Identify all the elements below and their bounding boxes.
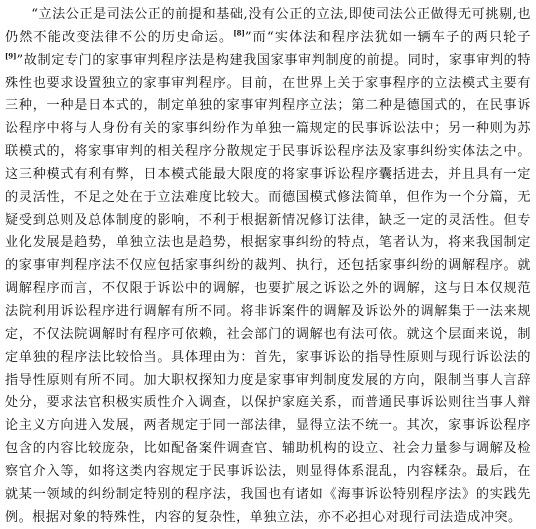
citation-marker-8: [8]	[233, 28, 245, 38]
text-run-1: “立法公正是司法公正的前提和基础,没有公正的立法,即使司法公正做得无可挑剔,也仍然不能改变法律不公的历史命运。	[5, 7, 531, 45]
text-run-2: ”而“实体法和程序法犹如一辆车子的两只轮子	[244, 29, 531, 45]
citation-marker-9: [9]	[5, 51, 17, 61]
text-run-3: ”故制定专门的家事审判程序法是构建我国家事审判制度的前提。同时，家事审判的特殊性也要求设置独立的家事审判程序。目前，在世界上关于家事程序的立法模式主要有三种，一种是日本式的，制定单独的家事审判程序立法；第二种是德国式的，在民事诉讼程序中将与人身份有关的家事纠纷作为单独一篇规定的民事诉讼法中；另一种则为苏联模式的，将家事审判的相关程序分散规定于民事诉讼程序法及家事纠纷实体法之中。这三种模式有利有弊，日本模式能最大限度的将家事诉讼程序囊括进去，并且具有一定的灵活性，不足之处在于立法难度比较大。而德国模式修法简单，但作为一个分篇，无疑受到总则及总体制度的影响，不利于根据新情况修订法律，缺乏一定的灵活性。但专业化发展是趋势，单独立法也是趋势，根据家事纠纷的特点，笔者认为，将来我国制定的家事审判程序法不仅应包括家事纠纷的裁判、执行，还包括家事纠纷的调解程序。就调解程序而言，不仅限于诉讼中的调解，也要扩展之诉讼之外的调解，这与日本仅规范法院利用诉讼程序进行调解有所不同。将非诉案件的调解及诉讼外的调解集于一法来规定，不仅法院调解时有程序可依赖，社会部门的调解也有法可依。就这个层面来说，制定单独的程序法比较恰当。具体理由为：首先，家事诉讼的指导性原则与现行诉讼法的指导性原则有所不同。加大职权探知力度是家事审判制度发展的方向，限制当事人言辞处分，要求法官积极实质性介入调查，以保护家庭关系，而普通民事诉讼则往当事人辩论主义方向进入发展，两者规定于同一部法律，显得立法不统一。其次，家事诉讼程序包含的内容比较庞杂，比如配备案件调查官、辅助机构的设立、社会力量参与调解及检察官介入等，如将这类内容规定于民事诉讼法，则显得体系混乱，内容糅杂。最后，在就某一领域的纠纷制定特别的程序法，我国也有诸如《海事诉讼特别程序法》的实践先例。根据对象的特殊性，内容的复杂性，单独立法，亦不必担心对现行司法造成冲突。	[5, 52, 531, 525]
body-paragraph	[5, 4, 531, 529]
document-page	[5, 4, 531, 529]
